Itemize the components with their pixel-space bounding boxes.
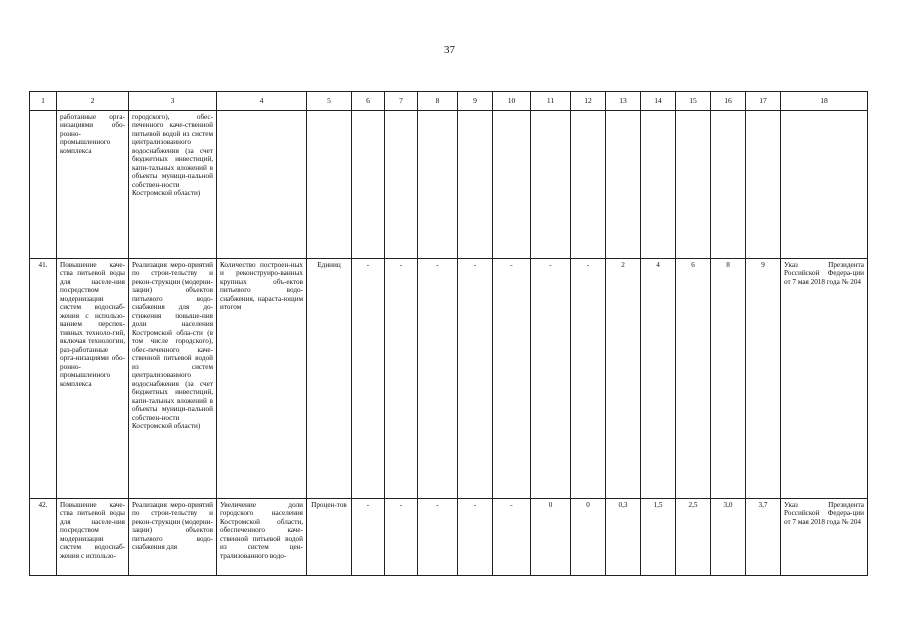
value-cell <box>493 111 531 259</box>
value-cell: 2 <box>606 259 641 499</box>
measure-cell: Реализация меро-приятий по строи-тельству и рекон-струкции (модерни-зации) объектов питьевого водо-снабжения для <box>129 499 217 576</box>
value-cell: - <box>418 259 458 499</box>
header-row <box>30 92 868 111</box>
header-cell: 14 <box>641 92 676 111</box>
value-cell: - <box>571 259 606 499</box>
value-cell <box>711 111 746 259</box>
indicator-cell <box>217 111 307 259</box>
value-cell: 1,5 <box>641 499 676 576</box>
value-cell: - <box>458 499 493 576</box>
table-row-continued <box>30 111 868 259</box>
row-number-cell <box>30 111 57 259</box>
value-cell <box>418 111 458 259</box>
value-cell: - <box>493 259 531 499</box>
value-cell <box>458 111 493 259</box>
header-cell: 7 <box>385 92 418 111</box>
value-cell: 3,7 <box>746 499 781 576</box>
value-cell: - <box>531 259 571 499</box>
value-cell <box>531 111 571 259</box>
value-cell: - <box>385 259 418 499</box>
indicator-cell: Увеличение доли городского населения Костромской области, обеспеченного каче-ственной питьевой водой из систем цен-трализованного водо- <box>217 499 307 576</box>
indicator-table <box>29 91 868 576</box>
value-cell <box>676 111 711 259</box>
header-cell: 8 <box>418 92 458 111</box>
value-cell: 0,3 <box>606 499 641 576</box>
header-cell: 13 <box>606 92 641 111</box>
header-cell: 6 <box>352 92 385 111</box>
indicator-table-wrapper <box>29 91 869 578</box>
value-cell <box>641 111 676 259</box>
header-cell: 16 <box>711 92 746 111</box>
table-row <box>30 499 868 576</box>
goal-cell: Повышение каче-ства питьевой воды для населе-ния посредством модернизации систем водоснаб-жения с использо-ванием перспек-тивных техноло-гий, включая технологии, раз-работанные орга-низациями обо-ронно-промышленного комплекса <box>57 259 129 499</box>
page-number: 37 <box>444 44 455 56</box>
unit-cell: Процен-тов <box>307 499 352 576</box>
indicator-cell: Количество построен-ных и реконструиро-ванных крупных объ-ектов питьевого водо-снабжения, нараста-ющим итогом <box>217 259 307 499</box>
unit-cell: Единиц <box>307 259 352 499</box>
value-cell <box>385 111 418 259</box>
value-cell <box>571 111 606 259</box>
value-cell: 4 <box>641 259 676 499</box>
header-cell: 4 <box>217 92 307 111</box>
header-cell: 9 <box>458 92 493 111</box>
value-cell <box>352 111 385 259</box>
table-row <box>30 259 868 499</box>
row-number-cell: 41. <box>30 259 57 499</box>
header-cell: 15 <box>676 92 711 111</box>
header-cell: 2 <box>57 92 129 111</box>
value-cell: 9 <box>746 259 781 499</box>
value-cell: 3,0 <box>711 499 746 576</box>
unit-cell <box>307 111 352 259</box>
value-cell: 0 <box>571 499 606 576</box>
value-cell: 0 <box>531 499 571 576</box>
value-cell <box>746 111 781 259</box>
value-cell: - <box>493 499 531 576</box>
goal-cell: работанные орга-низациями обо-ронно-промышленного комплекса <box>57 111 129 259</box>
value-cell: - <box>418 499 458 576</box>
value-cell: 8 <box>711 259 746 499</box>
header-cell: 17 <box>746 92 781 111</box>
header-cell: 12 <box>571 92 606 111</box>
measure-cell: городского), обес-печенного каче-ственной питьевой водой из систем централизованного водоснабжения (за счет бюджетных инвестиций, капи-тальных вложений в объекты муници-пальной собствен-ности Костромской области) <box>129 111 217 259</box>
basis-cell <box>781 111 868 259</box>
row-number-cell: 42. <box>30 499 57 576</box>
basis-cell: Указ Президента Российской Федера-ции от 7 мая 2018 года № 204 <box>781 259 868 499</box>
header-cell: 11 <box>531 92 571 111</box>
header-cell: 18 <box>781 92 868 111</box>
value-cell: - <box>385 499 418 576</box>
header-cell: 10 <box>493 92 531 111</box>
header-cell: 1 <box>30 92 57 111</box>
basis-cell: Указ Президента Российской Федера-ции от 7 мая 2018 года № 204 <box>781 499 868 576</box>
value-cell: 6 <box>676 259 711 499</box>
value-cell <box>606 111 641 259</box>
measure-cell: Реализация меро-приятий по строи-тельству и рекон-струкции (модерни-зации) объектов питьевого водо-снабжения для до-стижения повыше-ния доли населения Костромской обла-сти (в том числе городского), обес-печенного каче-ственной питьевой водой из систем централизованного водоснабжения (за счет бюджетных инвестиций, капи-тальных вложений в объекты муници-пальной собствен-ности Костромской области) <box>129 259 217 499</box>
goal-cell: Повышение каче-ства питьевой воды для населе-ния посредством модернизации систем водоснаб-жения с использо- <box>57 499 129 576</box>
header-cell: 3 <box>129 92 217 111</box>
header-cell: 5 <box>307 92 352 111</box>
value-cell: - <box>458 259 493 499</box>
value-cell: - <box>352 259 385 499</box>
value-cell: - <box>352 499 385 576</box>
value-cell: 2,5 <box>676 499 711 576</box>
